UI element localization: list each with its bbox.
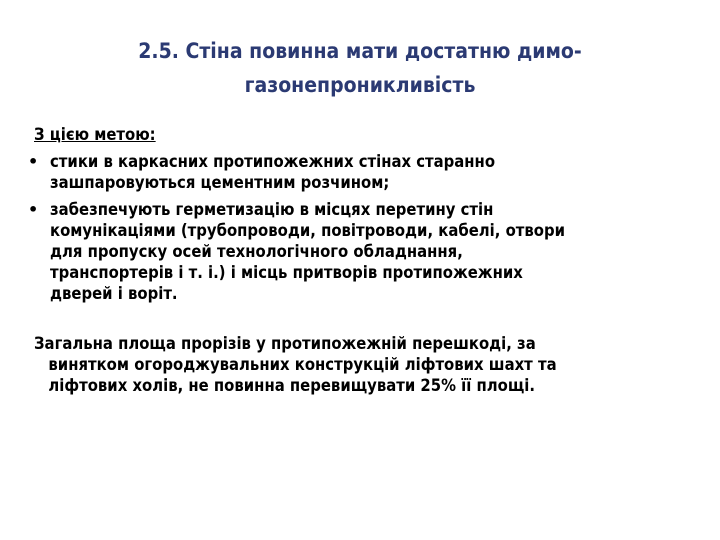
slide-content: [28, 124, 694, 396]
summary-paragraph: [34, 333, 694, 396]
bullet-1-line-1: стики в каркасних протипожежних стінах старанно: [50, 152, 496, 171]
bullet-icon: •: [28, 200, 39, 219]
bullet-2-line-3: для пропуску осей технологічного обладнання,: [50, 242, 463, 261]
slide-title-line-2: газонепроникливість: [244, 73, 476, 97]
intro-text: З цією метою:: [34, 125, 156, 144]
bullet-2-line-2: комунікаціями (трубопроводи, повітроводи, кабелі, отвори: [50, 221, 566, 240]
bullet-2-line-1: забезпечують герметизацію в місцях перетину стін: [50, 200, 494, 219]
bullet-item-2: [28, 199, 694, 304]
bullet-item-1: [28, 151, 694, 193]
paragraph-line-2: винятком огороджувальних конструкцій ліфтових шахт та: [48, 355, 557, 374]
bullet-1-line-2: зашпаровуються цементним розчином;: [50, 173, 390, 192]
bullet-icon: •: [28, 152, 39, 171]
bullet-2-line-5: дверей і воріт.: [50, 284, 178, 303]
slide-title: [72, 34, 648, 102]
paragraph-line-3: ліфтових холів, не повинна перевищувати 25% її площі.: [48, 376, 535, 395]
paragraph-line-1: Загальна площа прорізів у протипожежній перешкоді, за: [34, 334, 536, 353]
bullet-2-line-4: транспортерів і т. і.) і місць притворів протипожежних: [50, 263, 523, 282]
slide-title-line-1: 2.5. Стіна повинна мати достатню димо-: [138, 39, 582, 63]
